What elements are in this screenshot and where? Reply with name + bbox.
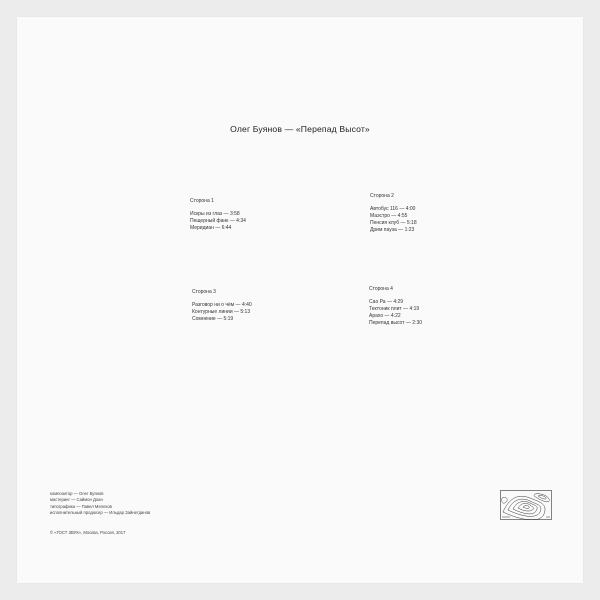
track-item: Контурные линии — 5:13 — [192, 309, 251, 315]
track-item: Тектоник плит — 4:19 — [369, 306, 420, 312]
credit-line: композитор — Олег Буянов — [50, 491, 104, 496]
side-heading: Сторона 3 — [192, 289, 216, 295]
album-title: Олег Буянов — «Перепад Высот» — [230, 124, 370, 134]
side-2 — [370, 193, 417, 234]
side-4 — [369, 286, 422, 327]
side-heading: Сторона 2 — [370, 193, 394, 199]
track-item: Автобус 116 — 4:00 — [370, 206, 416, 212]
track-item: Маэстро — 4:55 — [370, 213, 408, 219]
track-item: Меридиан — 6:44 — [190, 225, 232, 231]
topographic-contour-map-icon — [500, 490, 552, 520]
track-item: Разговор ни о чём — 4:40 — [192, 302, 252, 308]
track-item: Арахо — 4:22 — [369, 313, 401, 319]
credit-line: исполнительный продюсер — Ильдар Зайнетдинов — [50, 510, 151, 516]
track-item: Сомнение — 5:19 — [192, 316, 234, 322]
track-item: Сао Ра — 4:29 — [369, 299, 404, 305]
side-1 — [190, 198, 246, 232]
credit-line: мастеринг — Саймон Доан — [50, 497, 103, 503]
track-item: Пещерный фанк — 4:34 — [190, 218, 246, 224]
side-3 — [192, 289, 252, 323]
credit-line: типографика — Павел Мелехов — [50, 503, 112, 509]
credits-block — [50, 491, 150, 517]
track-item: Искры из глаз — 3:58 — [190, 211, 240, 217]
track-item: Пенсия клуб — 5:18 — [370, 220, 417, 226]
side-heading: Сторона 1 — [190, 198, 214, 204]
track-item: Перепад высот — 2:30 — [369, 320, 423, 326]
copyright-line: © «ГОСТ ЗВУК», Москва, Россия, 2017 — [50, 530, 126, 535]
track-item: Дрим пауза — 1:23 — [370, 227, 415, 233]
side-heading: Сторона 4 — [369, 286, 393, 292]
